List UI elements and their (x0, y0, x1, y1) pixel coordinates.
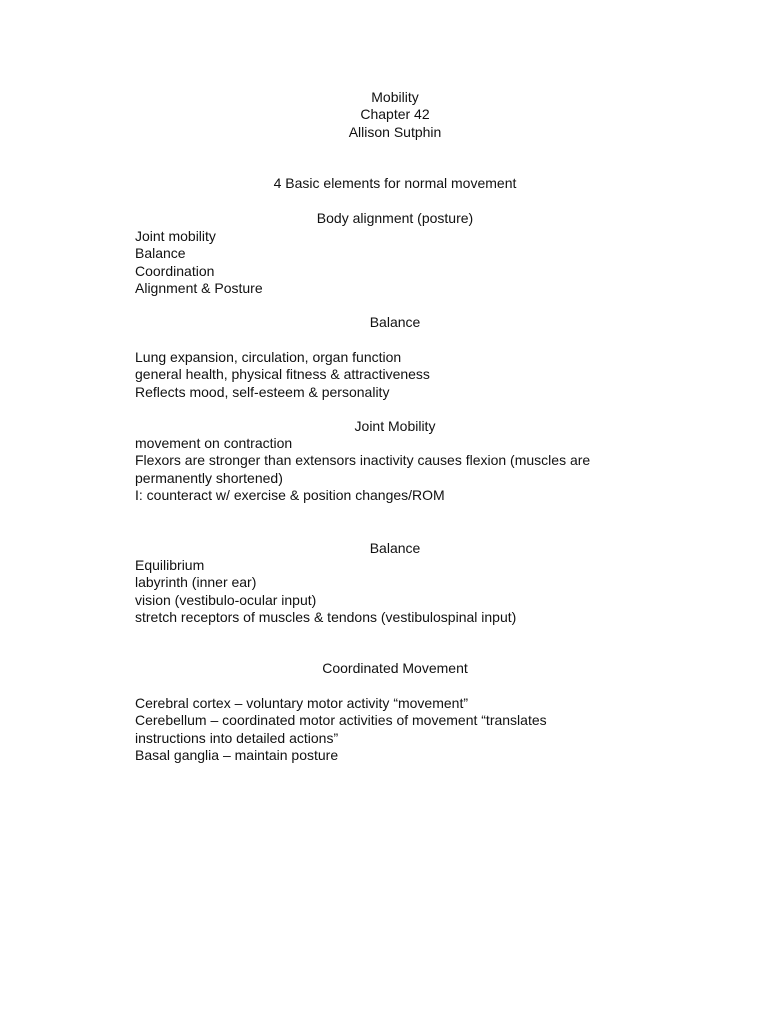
list-item: labyrinth (inner ear) (135, 574, 257, 591)
list-item: instructions into detailed actions” (135, 729, 339, 746)
balance-list (135, 349, 430, 401)
list-item: Joint mobility (135, 228, 216, 244)
list-item: movement on contraction (135, 435, 293, 451)
list-item: stretch receptors of muscles & tendons (vestibulospinal input) (135, 609, 517, 626)
document-title: Mobility (371, 89, 419, 105)
list-item: Basal ganglia – maintain posture (135, 747, 339, 764)
list-item: I: counteract w/ exercise & position changes/ROM (135, 487, 445, 504)
author-name: Allison Sutphin (348, 124, 442, 140)
list-item: Flexors are stronger than extensors inactivity causes flexion (muscles are (135, 452, 591, 469)
section-heading-joint-mobility: Joint Mobility (354, 418, 436, 434)
joint-mobility-list (135, 435, 590, 505)
section-heading-coordinated-movement: Coordinated Movement (322, 660, 468, 676)
list-item: vision (vestibulo-ocular input) (135, 591, 317, 608)
chapter-label: Chapter 42 (360, 106, 430, 122)
section-heading-balance: Balance (369, 314, 421, 330)
list-item: Cerebellum – coordinated motor activities of movement “translates (135, 712, 547, 729)
list-item: permanently shortened) (135, 469, 283, 486)
coordination-list (135, 695, 547, 765)
intro-heading: 4 Basic elements for normal movement (273, 175, 517, 191)
intro-subheading: Body alignment (posture) (316, 210, 474, 226)
list-item: Cerebral cortex – voluntary motor activity “movement” (135, 695, 468, 711)
list-item: Alignment & Posture (135, 280, 263, 297)
section-heading-balance: Balance (369, 540, 421, 556)
list-item: Lung expansion, circulation, organ function (135, 349, 402, 365)
list-item: Balance (135, 245, 186, 262)
equilibrium-list (135, 557, 516, 627)
list-item: general health, physical fitness & attractiveness (135, 366, 430, 383)
list-item: Coordination (135, 262, 215, 279)
list-item: Equilibrium (135, 557, 205, 573)
list-item: Reflects mood, self-esteem & personality (135, 383, 390, 400)
intro-list (135, 228, 263, 298)
